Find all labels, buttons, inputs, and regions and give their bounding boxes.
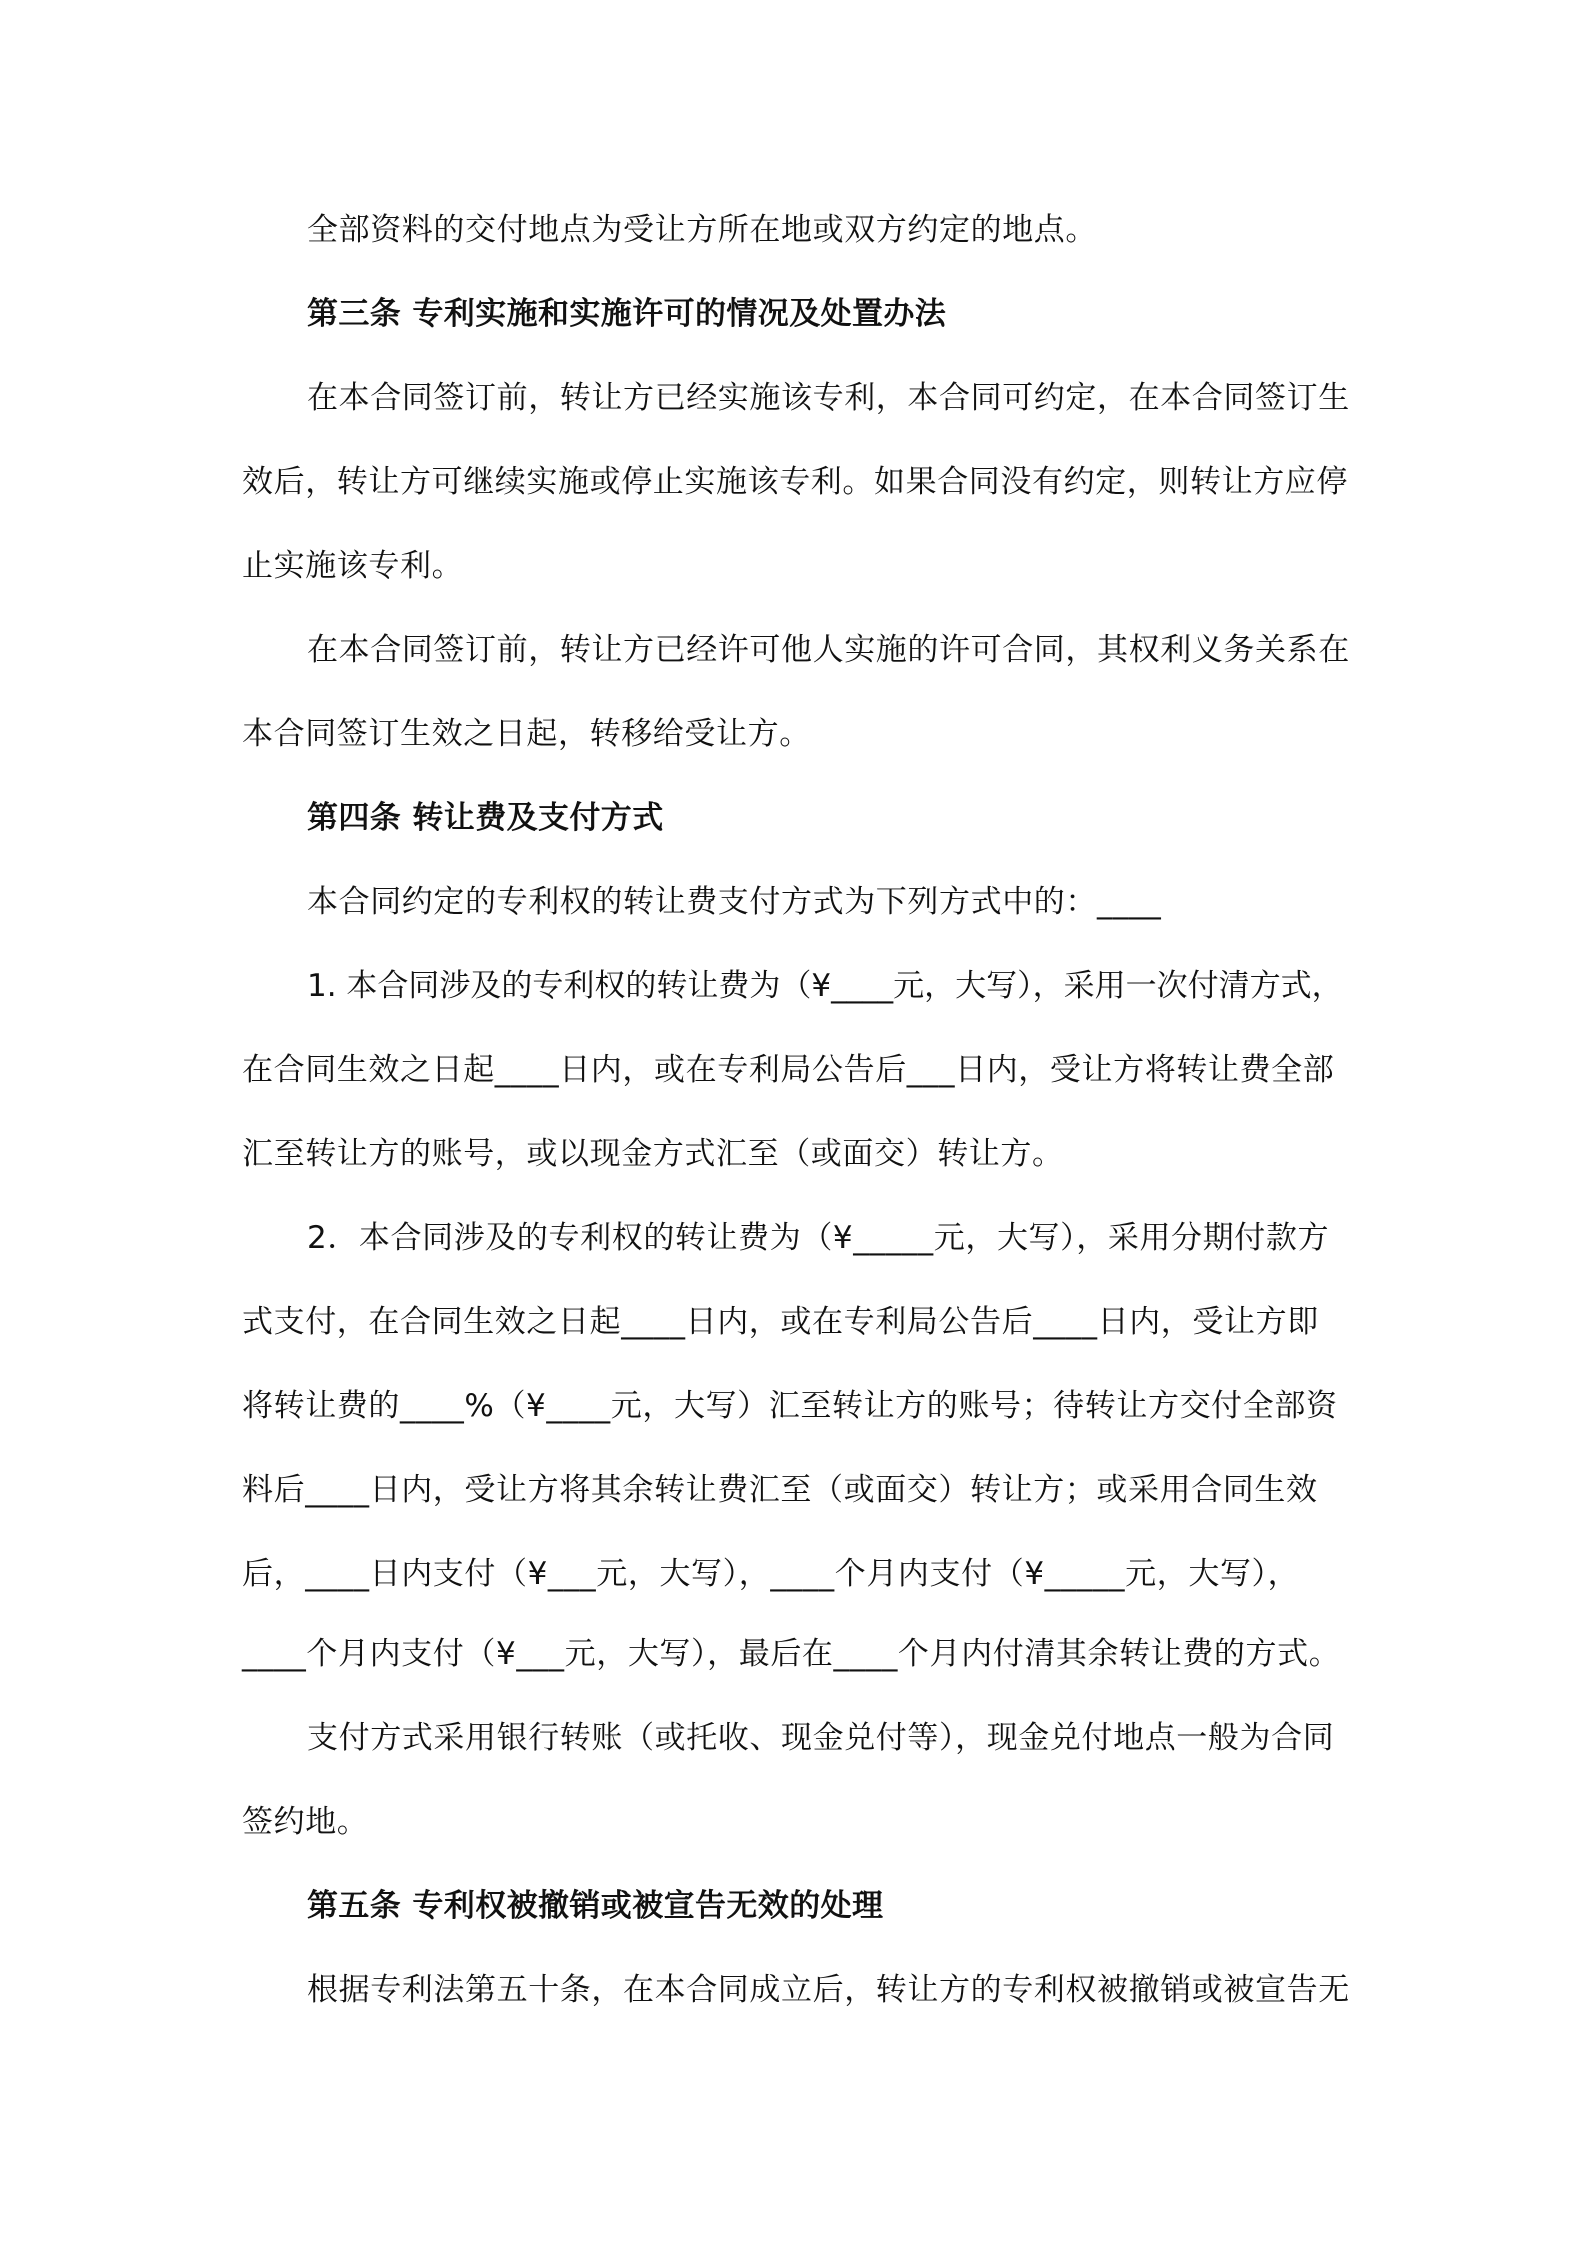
paragraph-line: 在本合同签订前，转让方已经许可他人实施的许可合同，其权利义务关系在 (307, 632, 1350, 668)
paragraph-line: 式支付，在合同生效之日起____日内，或在专利局公告后____日内，受让方即 (242, 1304, 1319, 1340)
paragraph-line: 在合同生效之日起____日内，或在专利局公告后___日内，受让方将转让费全部 (242, 1052, 1335, 1088)
paragraph-line: 本合同签订生效之日起，转移给受让方。 (242, 716, 811, 752)
paragraph-line: 将转让费的____%（¥____元，大写）汇至转让方的账号；待转让方交付全部资 (242, 1388, 1338, 1424)
paragraph-line: ____个月内支付（¥___元，大写），最后在____个月内付清其余转让费的方式。 (242, 1636, 1341, 1672)
paragraph-line: 后，____日内支付（¥___元，大写），____个月内支付（¥_____元，大写）， (242, 1556, 1300, 1592)
article-heading: 第五条 专利权被撤销或被宣告无效的处理 (307, 1888, 884, 1924)
paragraph-line: 汇至转让方的账号，或以现金方式汇至（或面交）转让方。 (242, 1136, 1064, 1172)
paragraph-line: 本合同约定的专利权的转让费支付方式为下列方式中的：____ (307, 884, 1162, 920)
paragraph-line: 效后，转让方可继续实施或停止实施该专利。如果合同没有约定，则转让方应停 (242, 464, 1348, 500)
paragraph-line: 在本合同签订前，转让方已经实施该专利，本合同可约定，在本合同签订生 (307, 380, 1350, 416)
paragraph-line: 1. 本合同涉及的专利权的转让费为（¥____元，大写），采用一次付清方式， (307, 968, 1343, 1004)
paragraph-line: 根据专利法第五十条，在本合同成立后，转让方的专利权被撤销或被宣告无 (307, 1972, 1350, 2008)
paragraph-line: 签约地。 (242, 1804, 369, 1840)
article-heading: 第三条 专利实施和实施许可的情况及处置办法 (307, 296, 947, 332)
article-heading: 第四条 转让费及支付方式 (307, 800, 664, 836)
paragraph-line: 全部资料的交付地点为受让方所在地或双方约定的地点。 (307, 212, 1097, 248)
paragraph-line: 料后____日内，受让方将其余转让费汇至（或面交）转让方；或采用合同生效 (242, 1472, 1318, 1508)
paragraph-line: 2．本合同涉及的专利权的转让费为（¥_____元，大写），采用分期付款方 (307, 1220, 1330, 1256)
paragraph-line: 止实施该专利。 (242, 548, 464, 584)
paragraph-line: 支付方式采用银行转账（或托收、现金兑付等），现金兑付地点一般为合同 (307, 1720, 1335, 1756)
